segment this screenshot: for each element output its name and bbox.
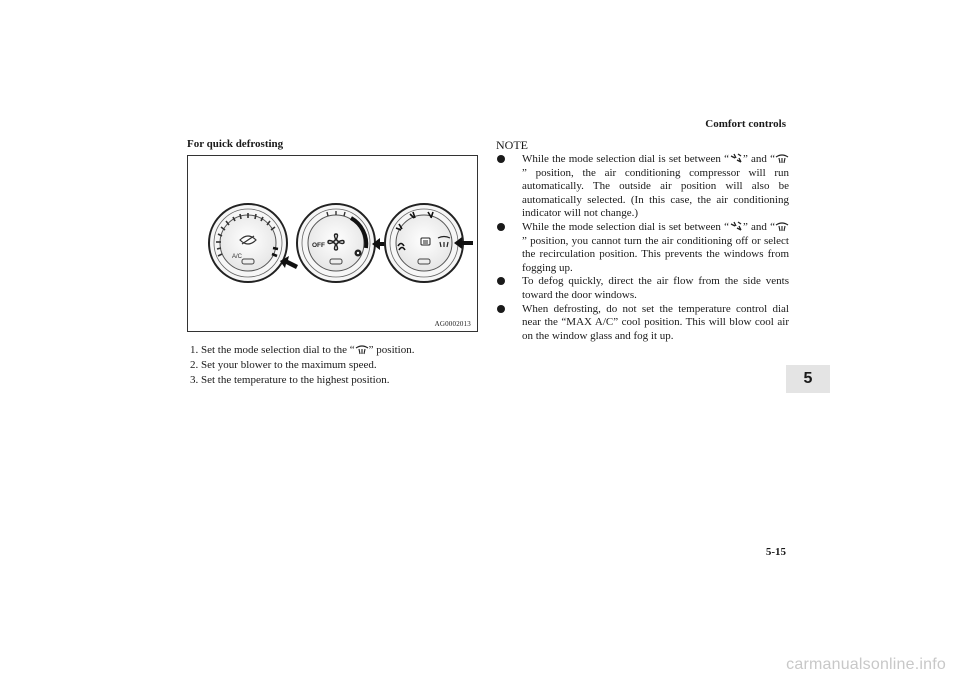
bullet-icon <box>497 305 505 313</box>
step-item: 1. Set the mode selection dial to the “ ” position. <box>190 344 415 356</box>
note-item: While the mode selection dial is set between “ ” and “” position, you cannot turn the air conditioning off or select the recirculation position. This prevents the windows from fogging up. <box>496 221 789 275</box>
figure-code: AG0002013 <box>434 320 471 328</box>
foot-defrost-icon <box>729 153 743 164</box>
step-item: 2. Set your blower to the maximum speed. <box>190 359 377 371</box>
defrost-icon <box>775 221 789 232</box>
climate-control-illustration <box>188 156 478 332</box>
bullet-icon <box>497 277 505 285</box>
step-item: 3. Set the temperature to the highest position. <box>190 374 390 386</box>
watermark: carmanualsonline.info <box>786 656 946 673</box>
fan-max-icon <box>355 250 362 257</box>
note-item: When defrosting, do not set the temperature control dial near the “MAX A/C” cool position. This will blow cool air on the window glass and fog it up. <box>496 303 789 344</box>
defrost-icon <box>355 344 369 355</box>
svg-text:A/C: A/C <box>232 254 243 260</box>
page-number: 5-15 <box>765 546 786 558</box>
note-item: To defog quickly, direct the air flow from the side vents toward the door windows. <box>496 275 789 302</box>
mode-selection-dial <box>385 204 463 282</box>
defrost-icon <box>775 153 789 164</box>
temperature-dial <box>209 204 287 282</box>
note-title: NOTE <box>496 138 528 152</box>
bullet-icon <box>497 155 505 163</box>
chapter-tab: 5 <box>786 365 830 393</box>
note-list <box>496 153 789 343</box>
page-header-title: Comfort controls <box>705 118 786 130</box>
blower-off-label: OFF <box>312 242 325 249</box>
defrost-steps-list <box>190 343 480 388</box>
section-heading: For quick defrosting <box>187 138 284 150</box>
foot-defrost-icon <box>729 221 743 232</box>
bullet-icon <box>497 223 505 231</box>
note-item: While the mode selection dial is set between “ ” and “” position, the air conditioning compressor will run automatically. The outside air position will also be automatically selected. (In this case, the air conditioning indicator will not change.) <box>496 153 789 221</box>
climate-control-figure <box>187 155 478 332</box>
blower-dial <box>297 204 375 282</box>
